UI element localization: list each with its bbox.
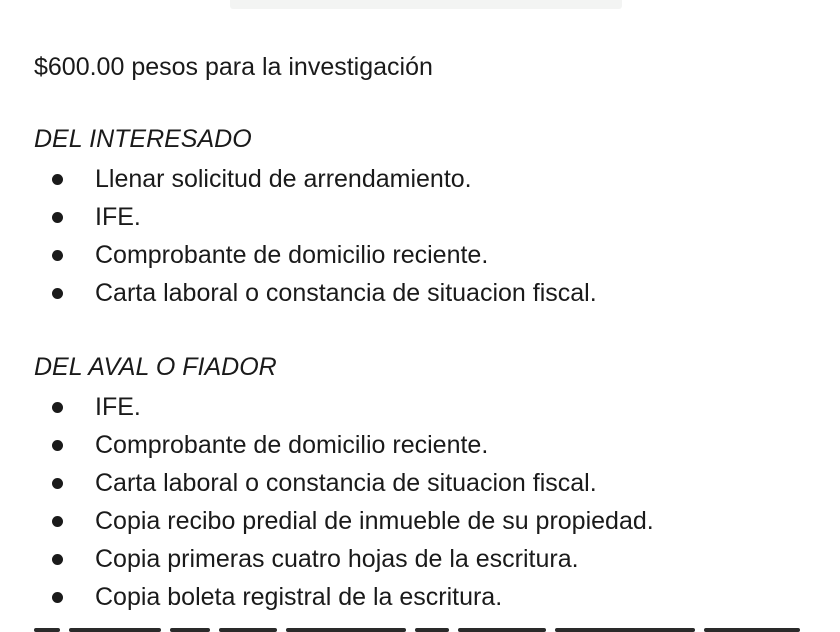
bullet-icon xyxy=(52,592,63,603)
list-item-text: IFE. xyxy=(95,393,141,421)
list-item xyxy=(34,274,840,312)
list-item xyxy=(34,426,840,464)
list-item xyxy=(34,198,840,236)
list-item-text: Carta laboral o constancia de situacion fiscal. xyxy=(95,469,597,497)
bullet-icon xyxy=(52,554,63,565)
list-item-text: Copia boleta registral de la escritura. xyxy=(95,583,503,611)
list-item-text: Carta laboral o constancia de situacion fiscal. xyxy=(95,279,597,307)
list-item-text: Llenar solicitud de arrendamiento. xyxy=(95,165,472,193)
bullet-icon xyxy=(52,402,63,413)
list-item-text: Copia recibo predial de inmueble de su propiedad. xyxy=(95,507,654,535)
list-item-text: IFE. xyxy=(95,203,141,231)
list-item-text: Copia primeras cuatro hojas de la escritura. xyxy=(95,545,579,573)
list-item xyxy=(34,540,840,578)
list-item xyxy=(34,464,840,502)
bullet-icon xyxy=(52,516,63,527)
requirements-list-interesado xyxy=(34,160,840,312)
list-item xyxy=(34,502,840,540)
section-heading-interesado: DEL INTERESADO xyxy=(34,125,252,153)
requirements-list-aval xyxy=(34,388,840,616)
bullet-icon xyxy=(52,440,63,451)
list-item xyxy=(34,236,840,274)
bullet-icon xyxy=(52,250,63,261)
section-heading-aval: DEL AVAL O FIADOR xyxy=(34,353,277,381)
bullet-icon xyxy=(52,288,63,299)
list-item-text: Comprobante de domicilio reciente. xyxy=(95,431,489,459)
investigation-fee-text: $600.00 pesos para la investigación xyxy=(34,53,433,81)
bullet-icon xyxy=(52,212,63,223)
list-item xyxy=(34,388,840,426)
document-body xyxy=(34,50,840,616)
top-banner-strip xyxy=(230,0,622,9)
list-item-text: Comprobante de domicilio reciente. xyxy=(95,241,489,269)
list-item xyxy=(34,578,840,616)
bullet-icon xyxy=(52,478,63,489)
list-item xyxy=(34,160,840,198)
bullet-icon xyxy=(52,174,63,185)
